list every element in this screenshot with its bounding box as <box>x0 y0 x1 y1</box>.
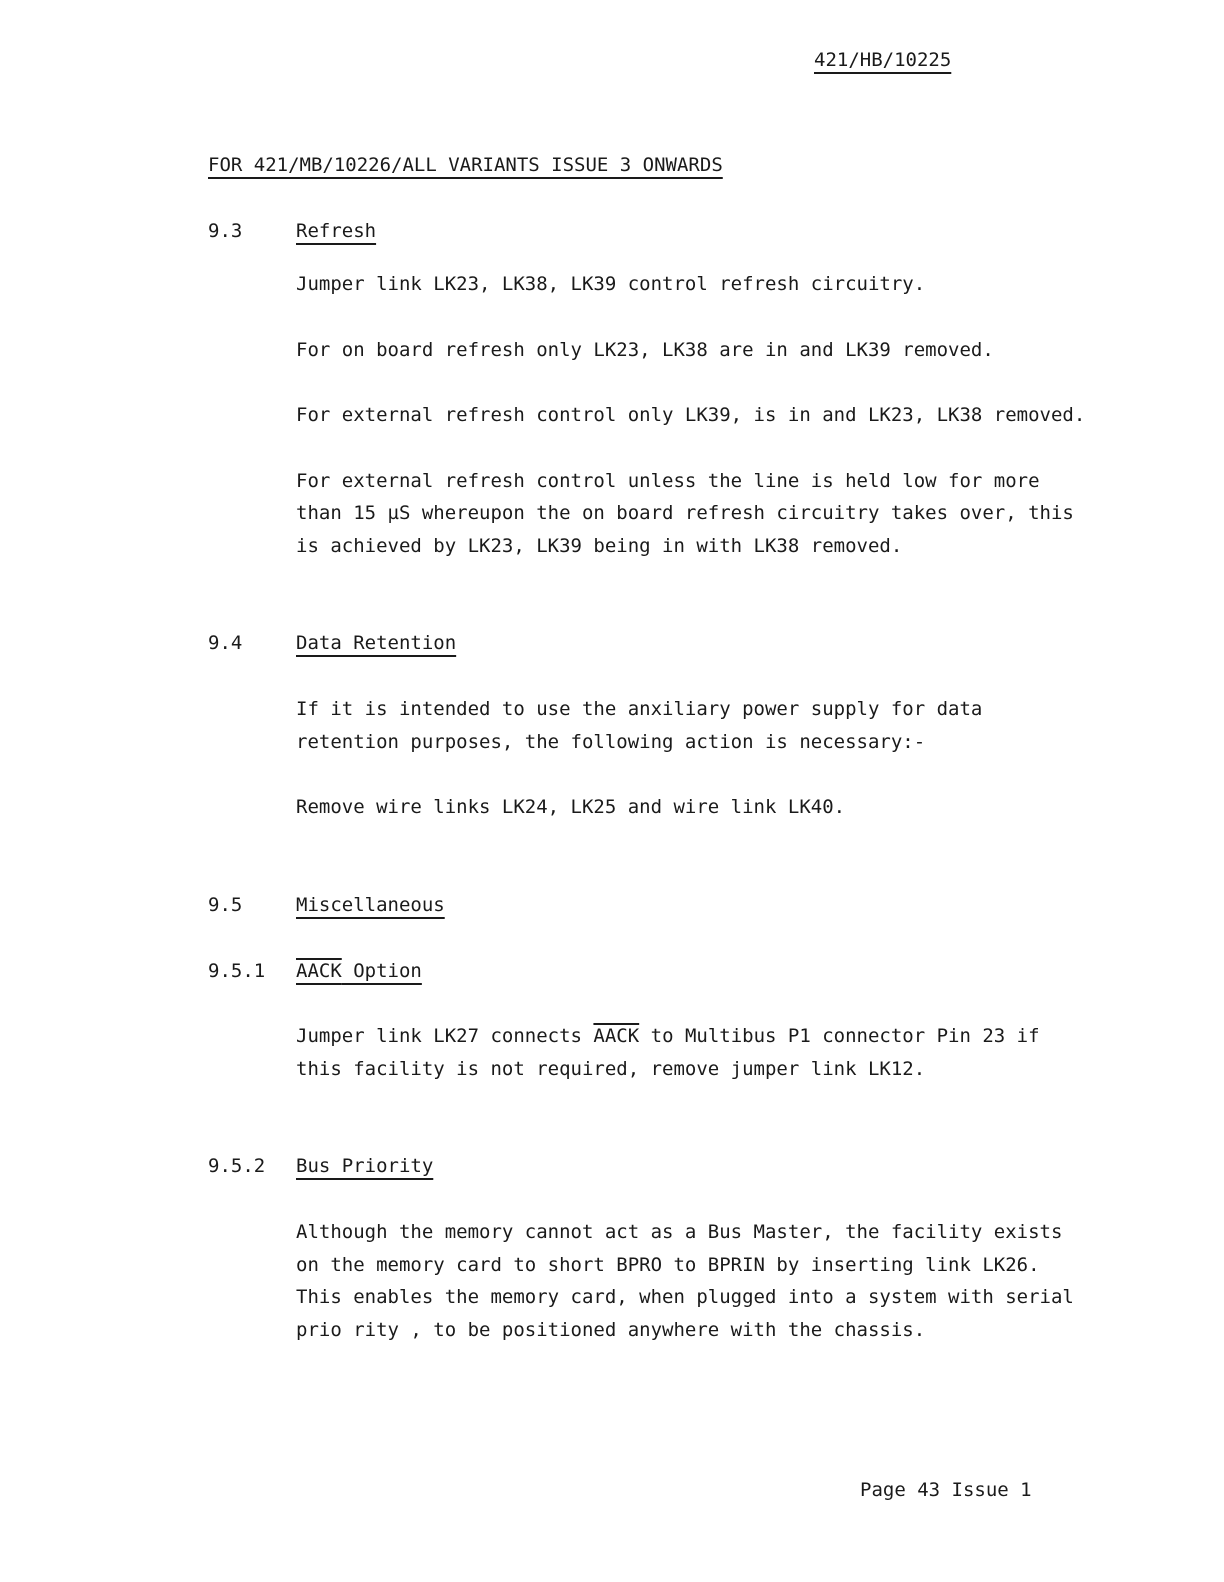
section-title: Refresh <box>296 220 377 242</box>
page-footer: Page 43 Issue 1 <box>860 1479 1032 1501</box>
paragraph-line: This enables the memory card, when plugged into a system with serial <box>296 1286 1074 1308</box>
document-reference: 421/HB/10225 <box>814 49 952 71</box>
paragraph-line: on the memory card to short BPRO to BPRIN by inserting link LK26. <box>296 1254 1040 1276</box>
applicability-heading: FOR 421/MB/10226/ALL VARIANTS ISSUE 3 ONWARDS <box>208 154 723 176</box>
paragraph-line: than 15 µS whereupon the on board refresh circuitry takes over, this <box>296 502 1074 524</box>
paragraph-line: For external refresh control unless the line is held low for more <box>296 470 1040 492</box>
paragraph-line <box>296 1020 1040 1053</box>
text-span: Jumper link LK27 connects <box>296 1025 594 1047</box>
section-number: 9.5.1 <box>208 960 266 982</box>
section-number: 9.4 <box>208 632 243 654</box>
section-number: 9.3 <box>208 220 243 242</box>
paragraph: Jumper link LK23, LK38, LK39 control refresh circuitry. <box>296 273 926 295</box>
paragraph: Remove wire links LK24, LK25 and wire link LK40. <box>296 796 846 818</box>
section-number: 9.5.2 <box>208 1155 266 1177</box>
overlined-signal: AACK <box>593 1025 640 1047</box>
paragraph-line: retention purposes, the following action is necessary:- <box>296 731 926 753</box>
paragraph-line: this facility is not required, remove jumper link LK12. <box>296 1058 926 1080</box>
section-title: Bus Priority <box>296 1155 434 1177</box>
paragraph-line: is achieved by LK23, LK39 being in with LK38 removed. <box>296 535 903 557</box>
paragraph: For external refresh control only LK39, is in and LK23, LK38 removed. <box>296 404 1086 426</box>
section-title-rest: Option <box>341 960 422 982</box>
section-title <box>296 955 422 988</box>
section-title: Data Retention <box>296 632 457 654</box>
overlined-signal: AACK <box>296 960 342 982</box>
paragraph-line: If it is intended to use the anxiliary power supply for data <box>296 698 983 720</box>
paragraph: For on board refresh only LK23, LK38 are in and LK39 removed. <box>296 339 994 361</box>
paragraph-line: Although the memory cannot act as a Bus Master, the facility exists <box>296 1221 1063 1243</box>
section-title: Miscellaneous <box>296 894 445 916</box>
text-span: to Multibus P1 connector Pin 23 if <box>639 1025 1040 1047</box>
paragraph-line: prio rity , to be positioned anywhere with the chassis. <box>296 1319 926 1341</box>
section-number: 9.5 <box>208 894 243 916</box>
